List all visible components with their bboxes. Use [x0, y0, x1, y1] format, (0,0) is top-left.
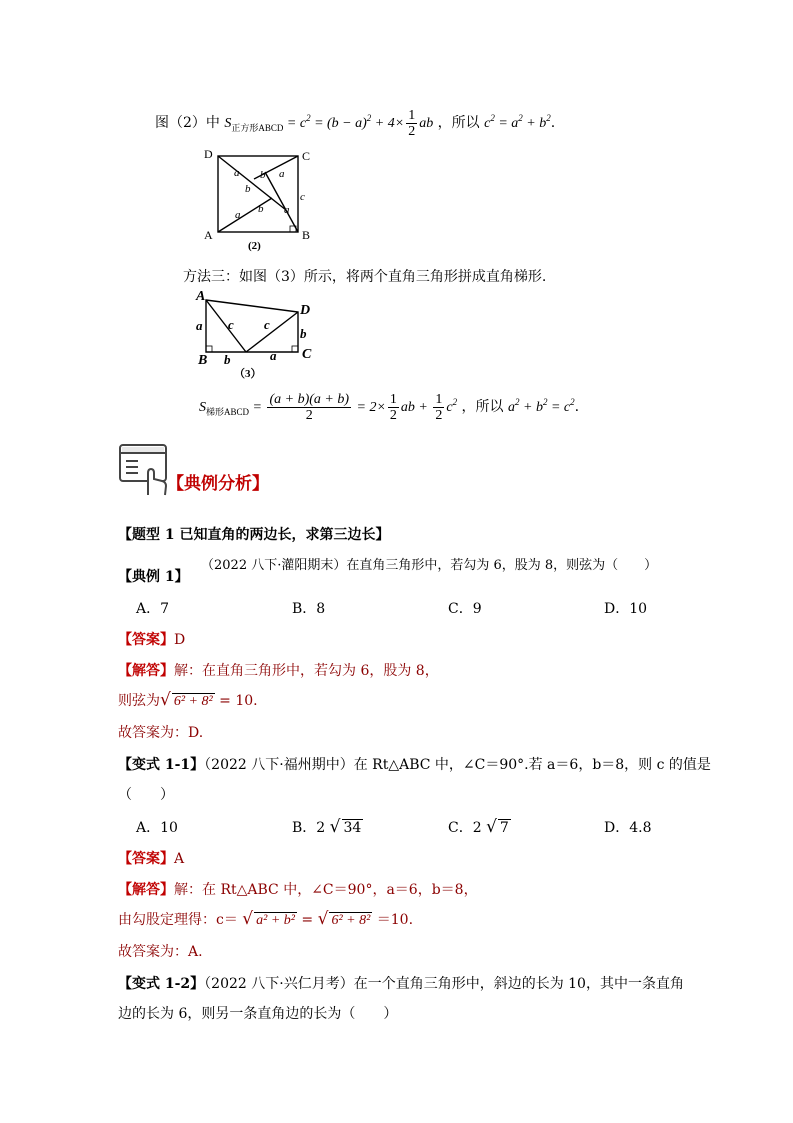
- var11-option-b: B．2 √ 34: [292, 817, 362, 837]
- var11-answer-value: A: [174, 851, 185, 867]
- var11-solution-1: 【解答】解：在 Rt△ABC 中，∠C＝90°，a＝6，b＝8，: [118, 882, 478, 898]
- svg-text:a: a: [284, 204, 290, 216]
- formula3-so: ，所以: [461, 399, 504, 415]
- fig3-label-B: B: [198, 353, 208, 368]
- document-hand-icon: [118, 443, 170, 497]
- ex1-option-b: B．8: [292, 601, 326, 617]
- fig2-caption: (2): [248, 240, 261, 252]
- svg-text:c: c: [264, 317, 270, 332]
- method-3-text: 方法三：如图（3）所示，将两个直角三角形拼成直角梯形.: [183, 269, 547, 285]
- svg-text:c: c: [300, 191, 305, 203]
- var11-option-a: A．10: [136, 820, 178, 836]
- section-title: 【典例分析】: [167, 474, 269, 494]
- trapezoid-formula-line: $S_{梯形ABCD}$ = $\frac{(a + b)(a + b)}{2}$ = 2× $\frac{1}{2}$ ab + $\frac{1}{2}$ $c^2$ ，所以 $a^2 + b^2 = c^2$.: [199, 392, 580, 424]
- ex1-option-c: C．9: [448, 601, 482, 617]
- svg-text:a: a: [234, 167, 240, 179]
- formula3-conclusion: $a^2 + b^2 = c^2$: [508, 397, 575, 415]
- variant-1-2-text-2: 边的长为 6，则另一条直角边的长为（ ）: [118, 1006, 398, 1022]
- var11-option-c: C．2 √ 7: [448, 817, 509, 837]
- svg-text:b: b: [260, 169, 266, 181]
- svg-text:a: a: [279, 168, 285, 180]
- svg-text:a: a: [235, 209, 241, 221]
- intro-so: ，所以: [437, 115, 480, 131]
- svg-text:b: b: [224, 352, 231, 367]
- fig3-label-D: D: [300, 303, 311, 318]
- var11-solution-2: 由勾股定理得：c＝ √ a² + b² = √ 6² + 8² ＝10.: [118, 909, 414, 929]
- intro-line: 图（2）中 $S_{正方形ABCD} = c^2 = (b - a)^2 + 4\times$ $\frac{1}{2}$ ab ，所以 $c^2 = a^2 + b^2$.: [155, 108, 556, 140]
- variant-1-1-text: 【变式 1-1】（2022 八下·福州期中）在 Rt△ABC 中，∠C＝90°.若 a＝6，b＝8，则 c 的值是: [118, 757, 711, 773]
- fig2-label-C: C: [302, 149, 311, 163]
- figure-2-square: [198, 146, 323, 252]
- topic-1-title: 【题型 1 已知直角的两边长，求第三边长】: [118, 527, 390, 543]
- ex1-solution-3: 故答案为：D.: [118, 725, 204, 741]
- ex1-solution-1: 【解答】解：在直角三角形中，若勾为 6，股为 8，: [118, 663, 439, 679]
- fig3-label-A: A: [196, 289, 206, 304]
- var11-answer: 【答案】A: [118, 851, 185, 867]
- var11-option-d: D．4.8: [604, 820, 652, 836]
- conclusion-formula: $c^2 = a^2 + b^2$: [484, 113, 551, 131]
- variant-1-2-text: 【变式 1-2】（2022 八下·兴仁月考）在一个直角三角形中，斜边的长为 10，其中一条直角: [118, 976, 684, 992]
- ex1-option-a: A．7: [136, 601, 170, 617]
- ex1-answer-value: D: [174, 632, 186, 648]
- var11-solution-3: 故答案为：A.: [118, 944, 203, 960]
- fig2-label-B: B: [302, 228, 311, 242]
- area-formula: $S_{正方形ABCD} = c^2 = (b - a)^2 + 4\times$ $\frac{1}{2}$ ab: [224, 108, 434, 140]
- example-1-source: （2022 八下·灌阳期末）在直角三角形中，若勾为 6，股为 8，则弦为（ ）: [201, 558, 658, 573]
- ex1-option-d: D．10: [604, 601, 648, 617]
- svg-text:c: c: [228, 317, 234, 332]
- svg-text:a: a: [196, 318, 203, 333]
- svg-text:b: b: [300, 326, 307, 341]
- fig2-label-D: D: [204, 147, 213, 161]
- fig3-label-C: C: [302, 347, 312, 362]
- example-1-label: 【典例 1】: [118, 569, 189, 585]
- figure-3-trapezoid: [194, 288, 316, 382]
- ex1-solution-2: 则弦为√ 6² + 8² = 10.: [118, 690, 258, 710]
- trapezoid-area-formula: $S_{梯形ABCD}$ = $\frac{(a + b)(a + b)}{2}$ = 2× $\frac{1}{2}$ ab + $\frac{1}{2}$ $c^2$: [199, 392, 458, 424]
- intro-prefix: 图（2）中: [155, 115, 220, 131]
- variant-1-1-text-2: （ ）: [118, 787, 174, 803]
- svg-text:b: b: [245, 183, 251, 195]
- svg-text:a: a: [270, 348, 277, 363]
- fig2-label-A: A: [204, 228, 213, 242]
- svg-text:b: b: [258, 203, 264, 215]
- ex1-answer: 【答案】D: [118, 632, 186, 648]
- fig3-caption: （3）: [234, 368, 262, 380]
